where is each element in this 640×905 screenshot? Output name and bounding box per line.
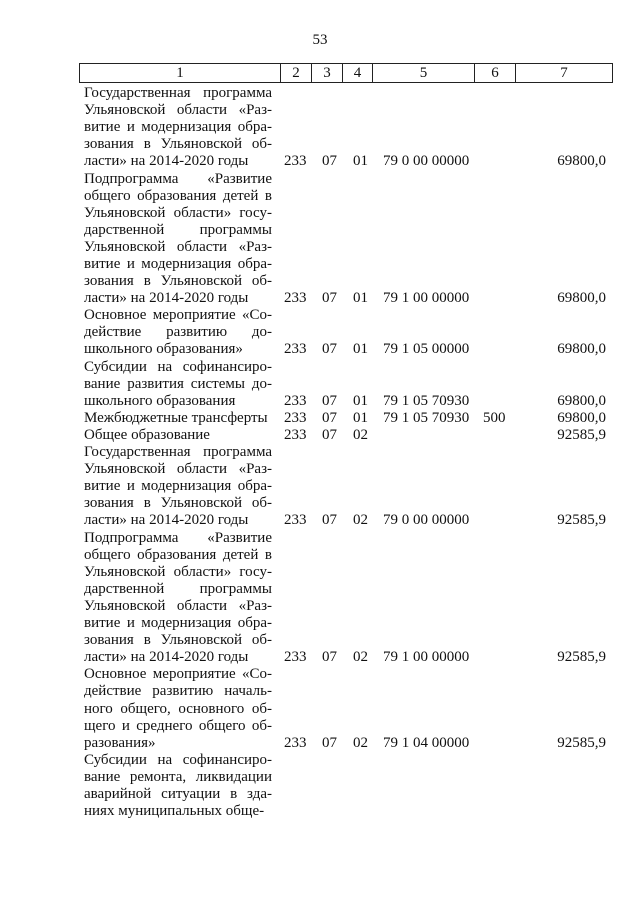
row-name — [84, 85, 272, 170]
row-name-line: Общее образование — [84, 427, 210, 443]
cell-c7: 69800,0 — [557, 392, 606, 409]
row-name — [84, 171, 272, 308]
cell-c4: 02 — [353, 427, 368, 443]
column-header-table — [79, 63, 613, 83]
row-name-line: Подпрограмма «Развитие — [84, 170, 272, 187]
row-name-line: Ульяновской области «Раз- — [84, 102, 272, 119]
row-name-line: ниях муниципальных обще- — [84, 803, 265, 820]
cell-c3: 07 — [322, 392, 337, 409]
row-name-line: дарственной программы — [84, 221, 272, 238]
row-name-line: Межбюджетные трансферты — [84, 409, 268, 426]
cell-c5: 79 1 00 00000 — [383, 290, 470, 307]
row-name-line: Основное мероприятие «Со- — [84, 666, 272, 683]
cell-c7: 92585,9 — [557, 649, 606, 666]
row-name-line: Ульяновской области» госу- — [84, 563, 272, 580]
row-name-line: Подпрограмма «Развитие — [84, 529, 272, 546]
row-name-line: дарственной программы — [84, 580, 272, 597]
row-name — [84, 530, 272, 667]
cell-c5: 79 0 00 00000 — [383, 512, 470, 529]
cell-c2: 233 — [284, 512, 307, 529]
cell-c7: 92585,9 — [557, 734, 606, 751]
row-name-line: витие и модернизация обра- — [84, 478, 272, 495]
row-name-line: действие развитию началь- — [84, 683, 272, 700]
cell-c2: 233 — [284, 734, 307, 751]
cell-c4: 02 — [353, 734, 368, 751]
row-name-line: общего образования детей в — [84, 546, 272, 563]
row-name-line: Основное мероприятие «Со- — [84, 307, 272, 324]
cell-c7: 69800,0 — [557, 153, 606, 170]
row-name-line: аварийной ситуации в зда- — [84, 786, 272, 803]
cell-c3: 07 — [322, 649, 337, 666]
row-name — [84, 427, 272, 444]
cell-c3: 07 — [322, 512, 337, 529]
row-name — [84, 752, 272, 820]
row-name-line: разования» — [84, 734, 156, 751]
row-name-line: школьного образования — [84, 392, 236, 409]
row-name-line: щего и среднего общего об- — [84, 717, 272, 734]
cell-c4: 01 — [353, 392, 368, 409]
row-name-line: Государственная программа — [84, 85, 272, 101]
row-name — [84, 359, 272, 410]
cell-c7: 69800,0 — [557, 341, 606, 358]
cell-c7: 92585,9 — [557, 427, 606, 443]
cell-c5: 79 1 00 00000 — [383, 649, 470, 666]
cell-c5: 79 0 00 00000 — [383, 153, 470, 170]
cell-c2: 233 — [284, 409, 307, 426]
row-name-line: ласти» на 2014-2020 годы — [84, 512, 249, 529]
cell-c6: 500 — [483, 409, 506, 426]
row-name-line: витие и модернизация обра- — [84, 119, 272, 136]
cell-c3: 07 — [322, 290, 337, 307]
row-name-line: общего образования детей в — [84, 187, 272, 204]
row-name-line: зования в Ульяновской об- — [84, 632, 272, 649]
cell-c2: 233 — [284, 341, 307, 358]
row-name-line: Субсидии на софинансиро- — [84, 751, 272, 768]
row-name-line: ного общего, основного об- — [84, 700, 272, 717]
header-col-5: 5 — [373, 64, 475, 83]
header-col-6: 6 — [475, 64, 516, 83]
cell-c4: 01 — [353, 341, 368, 358]
row-name-line: вание ремонта, ликвидации — [84, 768, 272, 785]
row-name-line: Ульяновской области «Раз- — [84, 461, 272, 478]
cell-c2: 233 — [284, 153, 307, 170]
row-name-line: Ульяновской области» госу- — [84, 204, 272, 221]
row-name-line: Ульяновской области «Раз- — [84, 597, 272, 614]
cell-c4: 02 — [353, 649, 368, 666]
row-name-line: Ульяновской области «Раз- — [84, 238, 272, 255]
cell-c5: 79 1 05 00000 — [383, 341, 470, 358]
cell-c2: 233 — [284, 649, 307, 666]
cell-c5: 79 1 05 70930 — [383, 392, 470, 409]
row-name-line: Государственная программа — [84, 444, 272, 461]
cell-c4: 01 — [353, 290, 368, 307]
cell-c4: 01 — [353, 153, 368, 170]
row-name — [84, 444, 272, 529]
cell-c7: 92585,9 — [557, 512, 606, 529]
row-name-line: Субсидии на софинансиро- — [84, 358, 272, 375]
cell-c5: 79 1 04 00000 — [383, 734, 470, 751]
cell-c3: 07 — [322, 427, 337, 443]
row-name-line: ласти» на 2014-2020 годы — [84, 153, 249, 170]
cell-c2: 233 — [284, 427, 307, 443]
page-number: 53 — [312, 32, 328, 48]
row-name-line: ласти» на 2014-2020 годы — [84, 649, 249, 666]
cell-c3: 07 — [322, 341, 337, 358]
cell-c3: 07 — [322, 153, 337, 170]
row-name-line: вание развития системы до- — [84, 375, 272, 392]
row-name-line: витие и модернизация обра- — [84, 255, 272, 272]
cell-c4: 01 — [353, 409, 368, 426]
cell-c7: 69800,0 — [557, 290, 606, 307]
row-name-line: зования в Ульяновской об- — [84, 495, 272, 512]
cell-c4: 02 — [353, 512, 368, 529]
cell-c3: 07 — [322, 734, 337, 751]
header-col-3: 3 — [312, 64, 343, 83]
cell-c5: 79 1 05 70930 — [383, 409, 470, 426]
cell-c7: 69800,0 — [557, 409, 606, 426]
row-name-line: ласти» на 2014-2020 годы — [84, 290, 249, 307]
cell-c2: 233 — [284, 392, 307, 409]
row-name-line: витие и модернизация обра- — [84, 615, 272, 632]
row-name — [84, 410, 272, 427]
header-col-4: 4 — [343, 64, 373, 83]
header-col-1: 1 — [80, 64, 281, 83]
header-col-2: 2 — [281, 64, 312, 83]
row-name — [84, 666, 272, 751]
header-col-7: 7 — [516, 64, 613, 83]
cell-c3: 07 — [322, 409, 337, 426]
row-name-line: действие развитию до- — [84, 324, 272, 341]
row-name — [84, 307, 272, 358]
row-name-line: школьного образования» — [84, 341, 243, 358]
cell-c2: 233 — [284, 290, 307, 307]
row-name-line: зования в Ульяновской об- — [84, 273, 272, 290]
row-name-line: зования в Ульяновской об- — [84, 136, 272, 153]
